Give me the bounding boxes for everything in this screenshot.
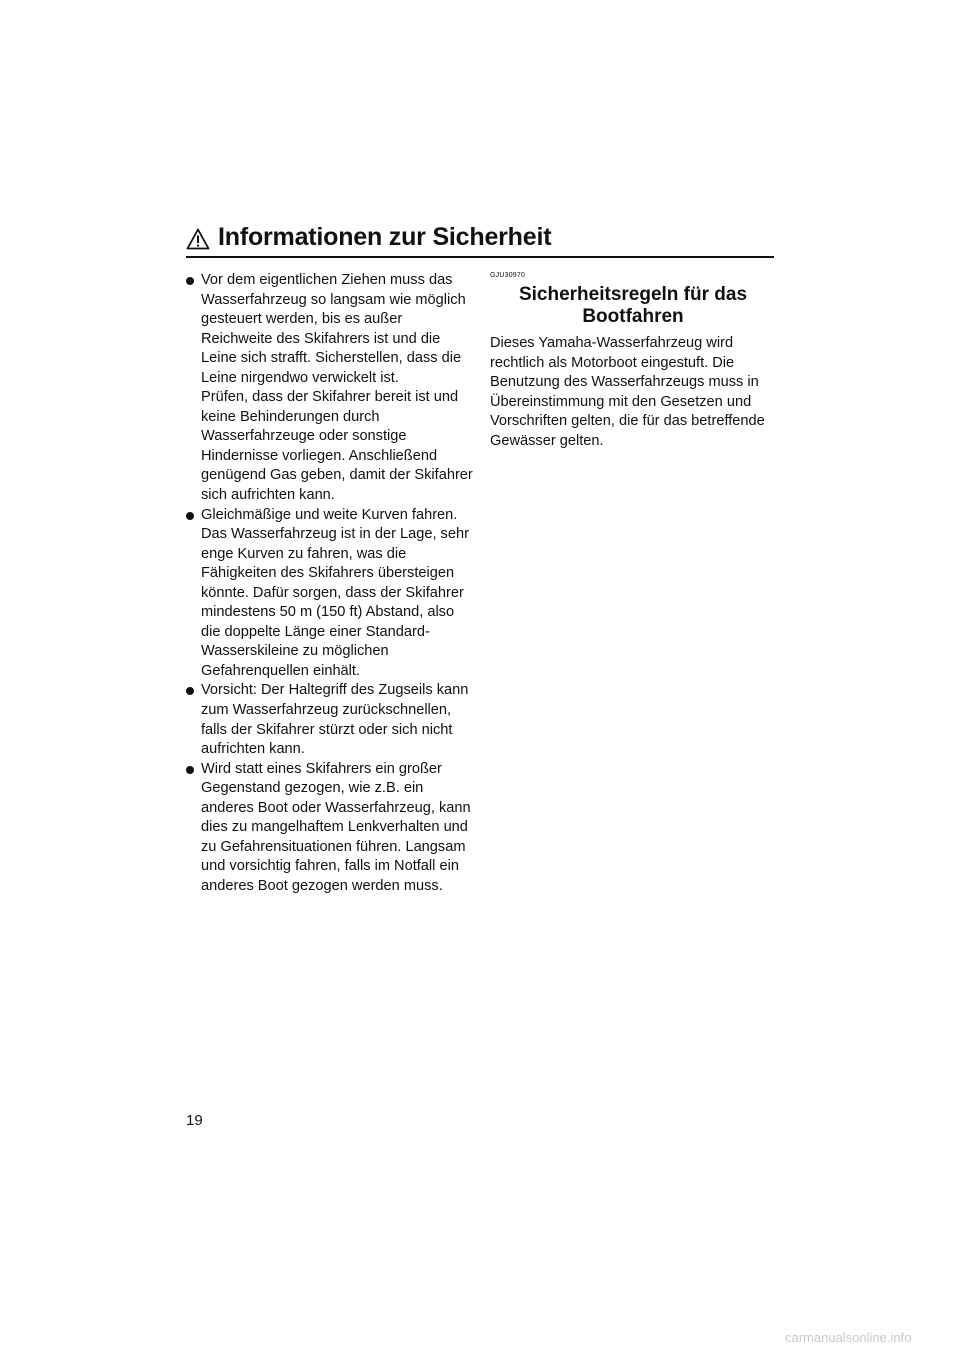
bullet-paragraph: Gleichmäßige und weite Kurven fahren. Das Wasserfahrzeug ist in der Lage, sehr enge Kurven zu fahren, was die Fähigkeiten des Skifahrers übersteigen könnte. Dafür sorgen, dass der Skifahrer mindestens 50 m (150 ft) Abstand, also die doppelte Länge einer Standard-Wasserskileine zu möglichen Gefahrenquellen einhält. [201,506,469,679]
bullet-paragraph: Vorsicht: Der Haltegriff des Zugseils kann zum Wasserfahrzeug zurückschnellen, falls der Skifahrer stürzt oder sich nicht aufrichten kann. [201,682,469,758]
section-code: GJU30970 [490,272,526,279]
list-item [186,506,476,682]
list-item [186,760,476,897]
watermark: carmanualsonline.info [785,1330,912,1345]
bullet-paragraph: Wird statt eines Skifahrers ein großer Gegenstand gezogen, wie z.B. ein anderes Boot oder Wasserfahrzeug, kann dies zu mangelhaftem Lenkverhalten und zu Gefahrensituationen führen. Langsam und vorsichtig fahren, falls im Notfall ein anderes Boot gezogen werden muss. [201,760,471,894]
warning-triangle-icon [186,228,210,250]
page-number: 19 [186,1112,203,1129]
bullet-icon [186,766,194,774]
bullet-paragraph: Prüfen, dass der Skifahrer bereit ist und keine Behinderungen durch Wasserfahrzeuge oder sonstige Hindernisse vorliegen. Anschließend genügend Gas geben, damit der Skifahrer sich aufrichten kann. [201,389,473,504]
page-header [186,223,774,258]
page-title: Informationen zur Sicherheit [218,223,552,251]
section-heading [490,284,776,328]
right-column [490,272,776,452]
list-item [186,681,476,759]
bullet-icon [186,687,194,695]
left-column [186,271,476,897]
bullet-icon [186,512,194,520]
list-item [186,271,476,506]
section-heading-line: Sicherheitsregeln für das [518,284,748,305]
section-paragraph: Dieses Yamaha-Wasserfahrzeug wird rechtlich als Motorboot eingestuft. Die Benutzung des Wasserfahrzeugs muss in Übereinstimmung mit den Gesetzen und Vorschriften gelten, die für das betreffende Gewässer gelten. [490,335,765,449]
bullet-paragraph: Vor dem eigentlichen Ziehen muss das Wasserfahrzeug so langsam wie möglich gesteuert werden, bis es außer Reichweite des Skifahrers ist und die Leine sich strafft. Sicherstellen, dass die Leine nirgendwo verwickelt ist. [201,272,466,386]
bullet-icon [186,277,194,285]
section-heading-line: Bootfahren [582,306,684,327]
